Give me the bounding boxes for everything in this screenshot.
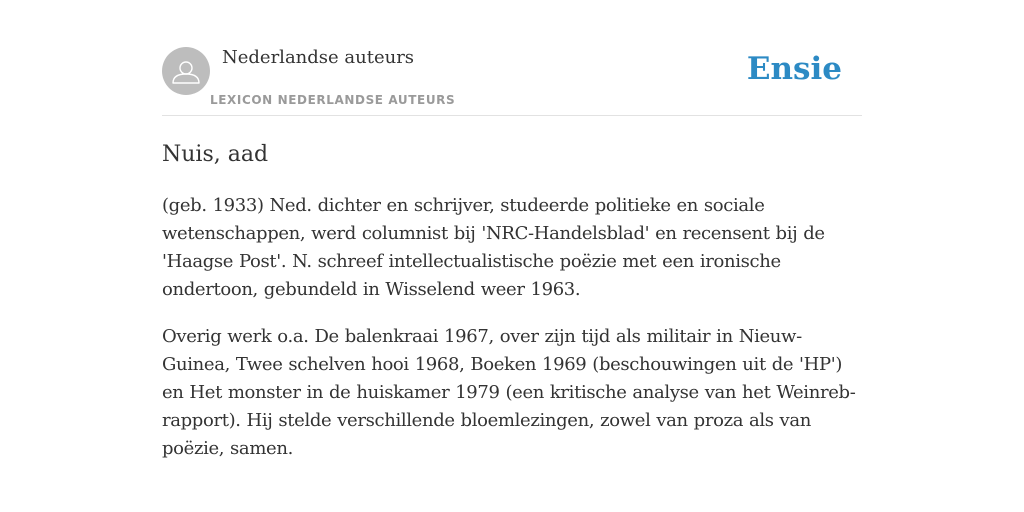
author-category-link[interactable]: Nederlandse auteurs [222,47,415,68]
user-icon [162,47,210,95]
avatar[interactable] [162,47,210,95]
paragraph: Overig werk o.a. De balenkraai 1967, over zijn tijd als militair in Nieuw-Guinea, Twee schelven hooi 1968, Boeken 1969 (beschouwingen uit de 'HP') en Het monster in de huiskamer 1979 (een kritische analyse van het Weinreb-rapport). Hij stelde verschillende bloemlezingen, zowel van proza als van poëzie, samen. [162,326,856,459]
ensie-logo[interactable]: Ensie [746,51,842,87]
article-body [162,192,866,482]
paragraph: (geb. 1933) Ned. dichter en schrijver, studeerde politieke en sociale wetenschappen, werd columnist bij 'NRC-Handelsblad' en recensent bij de 'Haagse Post'. N. schreef intellectualistische poëzie met een ironische ondertoon, gebundeld in Wisselend weer 1963. [162,195,825,300]
header [162,46,862,116]
source-label[interactable]: LEXICON NEDERLANDSE AUTEURS [210,93,456,107]
page-title: Nuis, aad [162,142,269,167]
